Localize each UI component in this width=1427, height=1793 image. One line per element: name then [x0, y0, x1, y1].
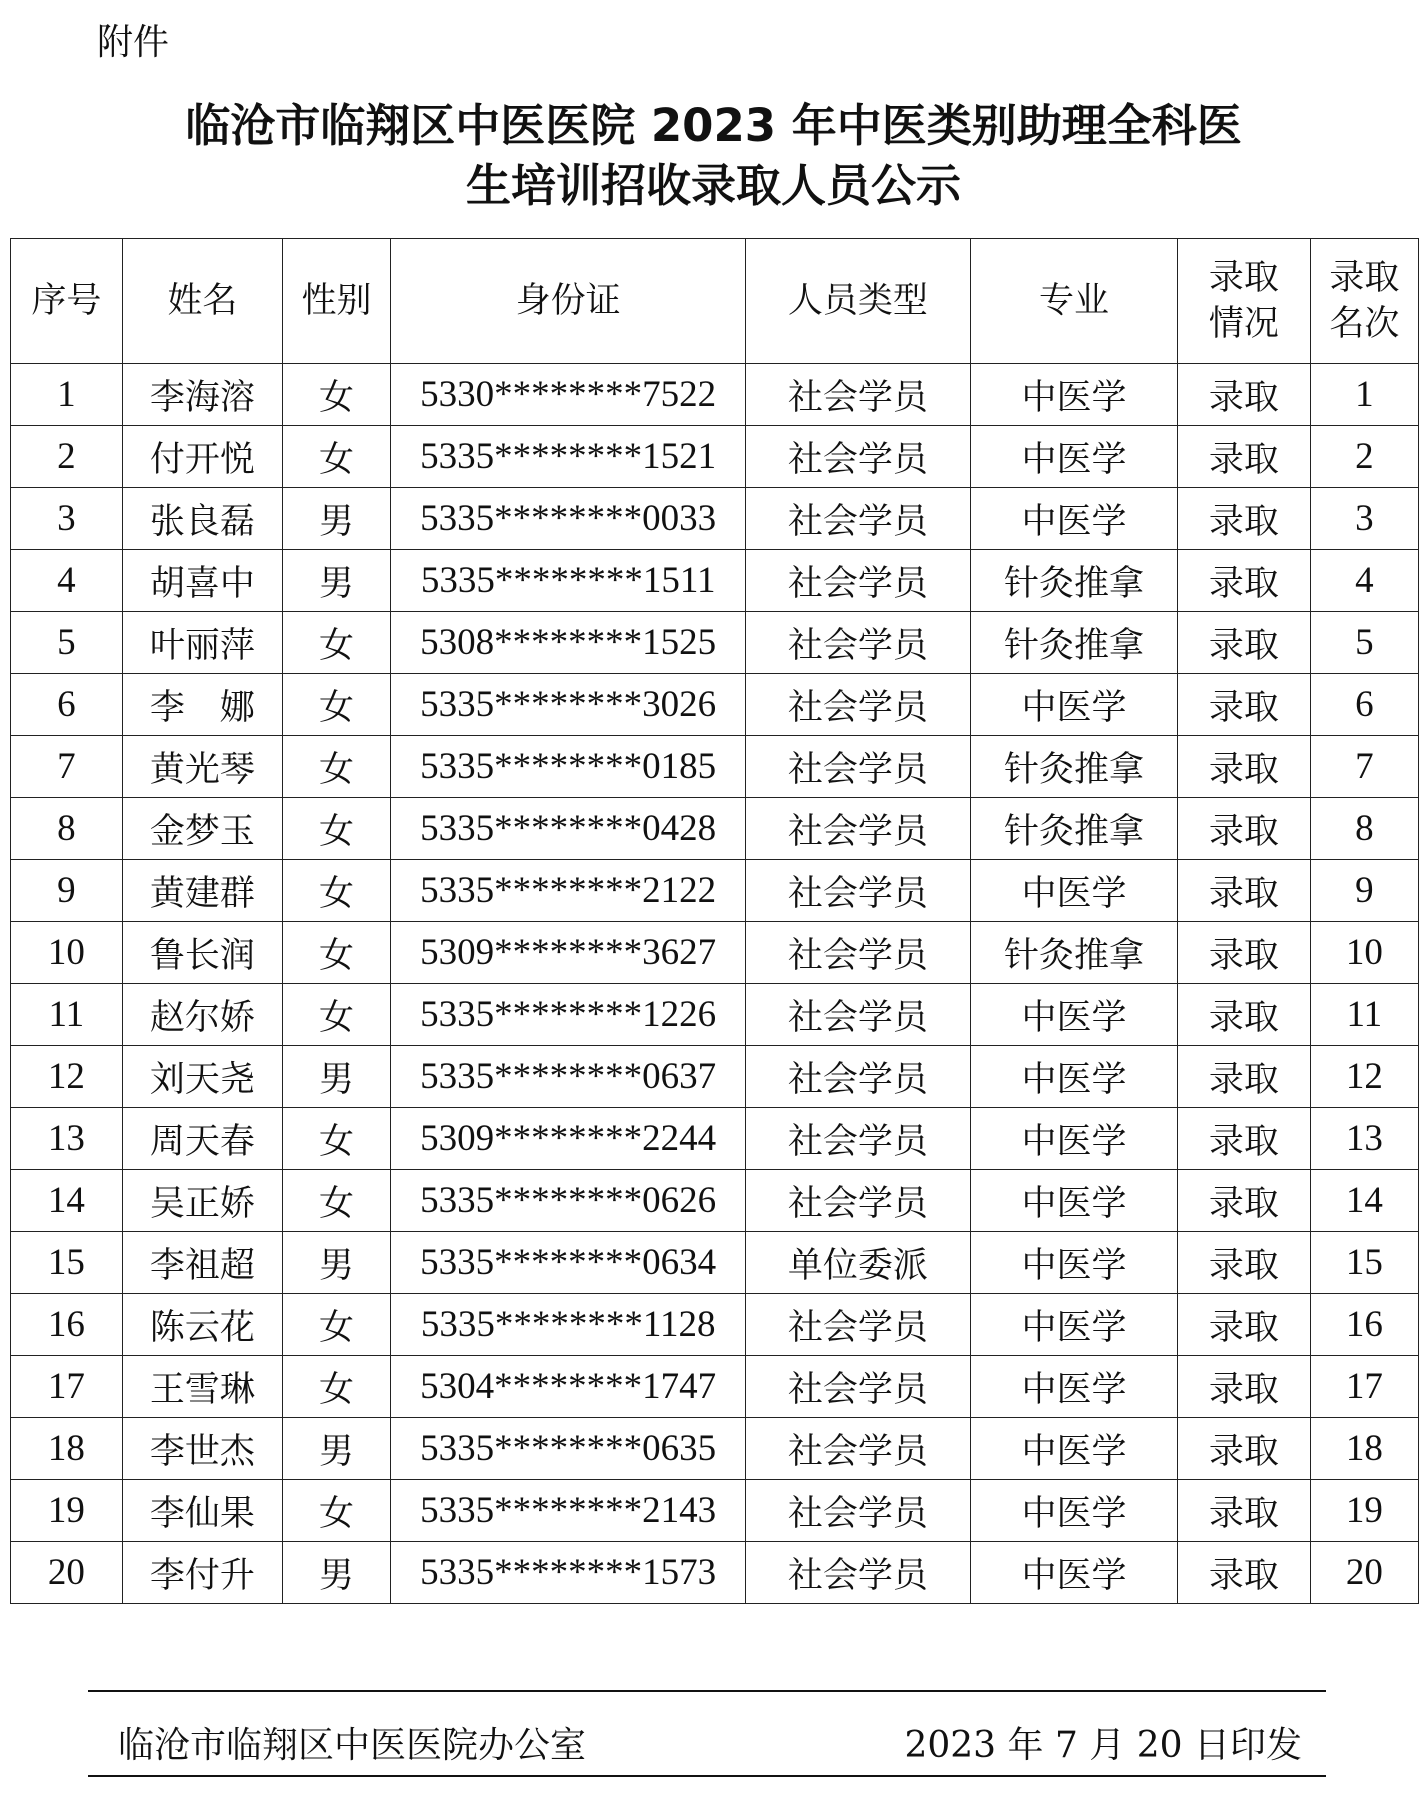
cell-personnel-type: 社会学员	[746, 798, 971, 860]
cell-admission-rank: 17	[1310, 1356, 1418, 1418]
cell-admission-rank: 7	[1310, 736, 1418, 798]
cell-gender: 女	[282, 1108, 390, 1170]
cell-gender: 男	[282, 1418, 390, 1480]
cell-major: 针灸推拿	[970, 550, 1177, 612]
cell-gender: 女	[282, 922, 390, 984]
cell-name: 李世杰	[122, 1418, 282, 1480]
cell-major: 中医学	[970, 674, 1177, 736]
header-id-number: 身份证	[391, 239, 746, 364]
cell-major: 中医学	[970, 984, 1177, 1046]
cell-index: 14	[11, 1170, 123, 1232]
cell-admission-status: 录取	[1178, 860, 1311, 922]
cell-major: 中医学	[970, 1170, 1177, 1232]
cell-id-number: 5308********1525	[391, 612, 746, 674]
cell-personnel-type: 社会学员	[746, 1356, 971, 1418]
cell-admission-status: 录取	[1178, 1046, 1311, 1108]
cell-admission-rank: 19	[1310, 1480, 1418, 1542]
cell-personnel-type: 社会学员	[746, 674, 971, 736]
cell-personnel-type: 社会学员	[746, 984, 971, 1046]
cell-admission-status: 录取	[1178, 1108, 1311, 1170]
cell-personnel-type: 社会学员	[746, 922, 971, 984]
cell-name: 吴正娇	[122, 1170, 282, 1232]
admission-table	[10, 238, 1419, 1604]
table-row	[11, 984, 1419, 1046]
cell-admission-rank: 13	[1310, 1108, 1418, 1170]
cell-admission-status: 录取	[1178, 426, 1311, 488]
cell-admission-rank: 3	[1310, 488, 1418, 550]
table-row	[11, 550, 1419, 612]
cell-admission-rank: 5	[1310, 612, 1418, 674]
cell-name: 刘天尧	[122, 1046, 282, 1108]
cell-name: 胡喜中	[122, 550, 282, 612]
cell-admission-rank: 16	[1310, 1294, 1418, 1356]
table-row	[11, 488, 1419, 550]
cell-admission-rank: 12	[1310, 1046, 1418, 1108]
cell-personnel-type: 社会学员	[746, 1418, 971, 1480]
cell-major: 中医学	[970, 1108, 1177, 1170]
footer-bottom-rule	[88, 1775, 1326, 1777]
cell-admission-status: 录取	[1178, 364, 1311, 426]
cell-gender: 女	[282, 1356, 390, 1418]
cell-major: 中医学	[970, 426, 1177, 488]
cell-major: 针灸推拿	[970, 922, 1177, 984]
cell-gender: 男	[282, 1232, 390, 1294]
cell-name: 王雪琳	[122, 1356, 282, 1418]
cell-admission-status: 录取	[1178, 488, 1311, 550]
header-admission-status: 录取 情况	[1178, 239, 1311, 364]
cell-index: 3	[11, 488, 123, 550]
cell-admission-rank: 14	[1310, 1170, 1418, 1232]
cell-major: 中医学	[970, 364, 1177, 426]
cell-personnel-type: 社会学员	[746, 1046, 971, 1108]
table-row	[11, 1418, 1419, 1480]
cell-name: 赵尔娇	[122, 984, 282, 1046]
cell-admission-rank: 9	[1310, 860, 1418, 922]
cell-gender: 男	[282, 550, 390, 612]
title-line-2: 生培训招收录取人员公示	[465, 159, 961, 212]
cell-index: 13	[11, 1108, 123, 1170]
cell-personnel-type: 社会学员	[746, 1294, 971, 1356]
cell-admission-rank: 4	[1310, 550, 1418, 612]
cell-index: 1	[11, 364, 123, 426]
cell-id-number: 5335********3026	[391, 674, 746, 736]
cell-major: 中医学	[970, 1542, 1177, 1604]
cell-gender: 女	[282, 1294, 390, 1356]
cell-admission-status: 录取	[1178, 736, 1311, 798]
cell-gender: 女	[282, 612, 390, 674]
cell-name: 李海溶	[122, 364, 282, 426]
cell-admission-status: 录取	[1178, 798, 1311, 860]
cell-index: 18	[11, 1418, 123, 1480]
table-row	[11, 1170, 1419, 1232]
cell-name: 黄建群	[122, 860, 282, 922]
cell-major: 针灸推拿	[970, 798, 1177, 860]
table-row	[11, 364, 1419, 426]
cell-gender: 男	[282, 1046, 390, 1108]
cell-major: 中医学	[970, 860, 1177, 922]
cell-admission-rank: 18	[1310, 1418, 1418, 1480]
cell-index: 20	[11, 1542, 123, 1604]
cell-name: 李祖超	[122, 1232, 282, 1294]
table-header-row	[11, 239, 1419, 364]
header-name: 姓名	[122, 239, 282, 364]
cell-id-number: 5330********7522	[391, 364, 746, 426]
cell-admission-rank: 8	[1310, 798, 1418, 860]
cell-personnel-type: 社会学员	[746, 612, 971, 674]
title-line-1: 临沧市临翔区中医医院 2023 年中医类别助理全科医	[185, 99, 1242, 152]
header-gender: 性别	[282, 239, 390, 364]
cell-index: 5	[11, 612, 123, 674]
footer-issuer: 临沧市临翔区中医医院办公室	[118, 1725, 587, 1766]
table-row	[11, 1542, 1419, 1604]
header-major: 专业	[970, 239, 1177, 364]
cell-id-number: 5335********1226	[391, 984, 746, 1046]
cell-id-number: 5335********0033	[391, 488, 746, 550]
cell-index: 11	[11, 984, 123, 1046]
cell-personnel-type: 社会学员	[746, 1480, 971, 1542]
cell-admission-status: 录取	[1178, 550, 1311, 612]
cell-admission-rank: 6	[1310, 674, 1418, 736]
cell-id-number: 5335********1521	[391, 426, 746, 488]
cell-id-number: 5335********0635	[391, 1418, 746, 1480]
cell-index: 8	[11, 798, 123, 860]
cell-gender: 女	[282, 798, 390, 860]
cell-name: 付开悦	[122, 426, 282, 488]
cell-name: 李付升	[122, 1542, 282, 1604]
table-row	[11, 1046, 1419, 1108]
table-row	[11, 1232, 1419, 1294]
cell-id-number: 5335********0634	[391, 1232, 746, 1294]
cell-id-number: 5335********0185	[391, 736, 746, 798]
cell-id-number: 5304********1747	[391, 1356, 746, 1418]
page-title	[0, 96, 1427, 216]
cell-id-number: 5335********2122	[391, 860, 746, 922]
cell-gender: 女	[282, 364, 390, 426]
cell-admission-status: 录取	[1178, 1232, 1311, 1294]
cell-name: 黄光琴	[122, 736, 282, 798]
table-row	[11, 922, 1419, 984]
cell-gender: 女	[282, 1480, 390, 1542]
cell-id-number: 5335********2143	[391, 1480, 746, 1542]
table-row	[11, 674, 1419, 736]
cell-admission-status: 录取	[1178, 612, 1311, 674]
cell-admission-status: 录取	[1178, 674, 1311, 736]
cell-id-number: 5335********0626	[391, 1170, 746, 1232]
cell-admission-status: 录取	[1178, 1170, 1311, 1232]
table-row	[11, 1108, 1419, 1170]
table-row	[11, 860, 1419, 922]
cell-admission-rank: 11	[1310, 984, 1418, 1046]
cell-admission-status: 录取	[1178, 1294, 1311, 1356]
cell-gender: 女	[282, 674, 390, 736]
cell-name: 陈云花	[122, 1294, 282, 1356]
table-row	[11, 426, 1419, 488]
cell-admission-rank: 1	[1310, 364, 1418, 426]
cell-admission-status: 录取	[1178, 1480, 1311, 1542]
cell-name: 叶丽萍	[122, 612, 282, 674]
cell-index: 17	[11, 1356, 123, 1418]
cell-major: 针灸推拿	[970, 736, 1177, 798]
footer-issued-date: 2023 年 7 月 20 日印发	[904, 1725, 1302, 1766]
cell-index: 4	[11, 550, 123, 612]
cell-major: 中医学	[970, 1232, 1177, 1294]
cell-id-number: 5335********0637	[391, 1046, 746, 1108]
cell-admission-rank: 2	[1310, 426, 1418, 488]
cell-gender: 女	[282, 984, 390, 1046]
cell-index: 10	[11, 922, 123, 984]
attachment-label: 附件	[97, 22, 170, 63]
cell-index: 2	[11, 426, 123, 488]
table-row	[11, 1356, 1419, 1418]
cell-index: 15	[11, 1232, 123, 1294]
cell-admission-rank: 10	[1310, 922, 1418, 984]
cell-personnel-type: 社会学员	[746, 860, 971, 922]
cell-index: 7	[11, 736, 123, 798]
cell-id-number: 5335********1573	[391, 1542, 746, 1604]
cell-admission-status: 录取	[1178, 1418, 1311, 1480]
table-row	[11, 1480, 1419, 1542]
cell-personnel-type: 社会学员	[746, 550, 971, 612]
cell-personnel-type: 社会学员	[746, 364, 971, 426]
footer-top-rule	[88, 1690, 1326, 1692]
cell-gender: 女	[282, 426, 390, 488]
cell-name: 李仙果	[122, 1480, 282, 1542]
cell-personnel-type: 社会学员	[746, 1108, 971, 1170]
cell-gender: 女	[282, 1170, 390, 1232]
cell-personnel-type: 社会学员	[746, 426, 971, 488]
cell-index: 16	[11, 1294, 123, 1356]
cell-major: 中医学	[970, 1480, 1177, 1542]
cell-id-number: 5309********2244	[391, 1108, 746, 1170]
cell-name: 张良磊	[122, 488, 282, 550]
cell-major: 中医学	[970, 488, 1177, 550]
table-row	[11, 1294, 1419, 1356]
cell-major: 中医学	[970, 1294, 1177, 1356]
cell-personnel-type: 单位委派	[746, 1232, 971, 1294]
cell-personnel-type: 社会学员	[746, 1170, 971, 1232]
table-row	[11, 736, 1419, 798]
cell-major: 中医学	[970, 1418, 1177, 1480]
cell-major: 中医学	[970, 1046, 1177, 1108]
header-admission-rank: 录取 名次	[1310, 239, 1418, 364]
cell-personnel-type: 社会学员	[746, 1542, 971, 1604]
cell-id-number: 5335********1511	[391, 550, 746, 612]
cell-personnel-type: 社会学员	[746, 488, 971, 550]
cell-index: 6	[11, 674, 123, 736]
cell-admission-status: 录取	[1178, 1356, 1311, 1418]
cell-admission-status: 录取	[1178, 1542, 1311, 1604]
cell-gender: 男	[282, 1542, 390, 1604]
cell-admission-status: 录取	[1178, 984, 1311, 1046]
cell-name: 李 娜	[122, 674, 282, 736]
header-personnel-type: 人员类型	[746, 239, 971, 364]
cell-gender: 女	[282, 860, 390, 922]
cell-admission-status: 录取	[1178, 922, 1311, 984]
table-body	[11, 364, 1419, 1604]
cell-gender: 男	[282, 488, 390, 550]
cell-gender: 女	[282, 736, 390, 798]
cell-major: 针灸推拿	[970, 612, 1177, 674]
cell-personnel-type: 社会学员	[746, 736, 971, 798]
cell-name: 周天春	[122, 1108, 282, 1170]
cell-index: 12	[11, 1046, 123, 1108]
cell-id-number: 5309********3627	[391, 922, 746, 984]
table-row	[11, 612, 1419, 674]
cell-major: 中医学	[970, 1356, 1177, 1418]
cell-index: 9	[11, 860, 123, 922]
cell-id-number: 5335********1128	[391, 1294, 746, 1356]
header-index: 序号	[11, 239, 123, 364]
cell-name: 金梦玉	[122, 798, 282, 860]
cell-name: 鲁长润	[122, 922, 282, 984]
table-row	[11, 798, 1419, 860]
cell-id-number: 5335********0428	[391, 798, 746, 860]
cell-admission-rank: 20	[1310, 1542, 1418, 1604]
cell-admission-rank: 15	[1310, 1232, 1418, 1294]
cell-index: 19	[11, 1480, 123, 1542]
